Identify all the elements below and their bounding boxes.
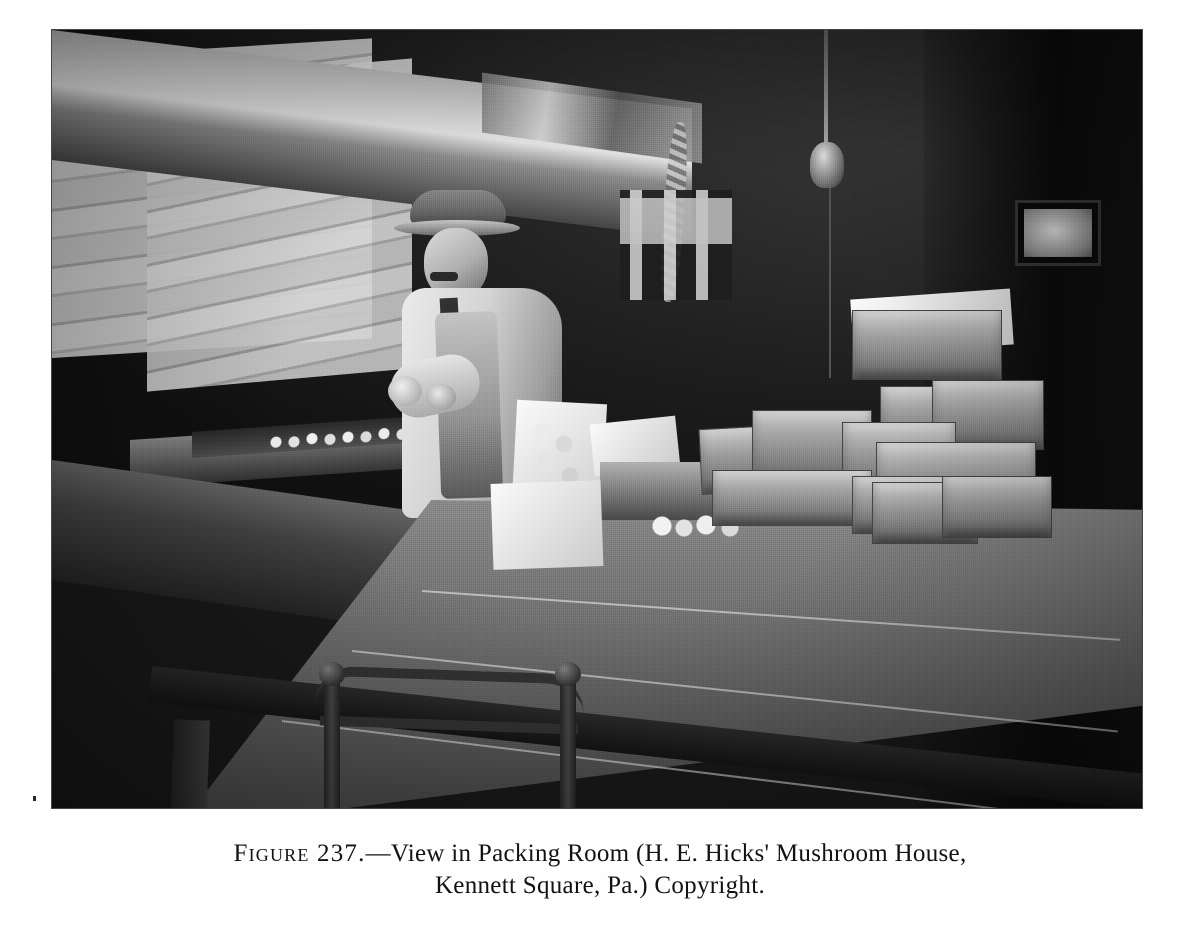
mushroom-basket: [852, 310, 1002, 380]
figure-photograph: [52, 30, 1142, 808]
chair-knob-left: [319, 662, 345, 686]
wooden-box: [600, 462, 716, 520]
figure-caption: [50, 838, 1150, 902]
left-hand: [388, 376, 422, 406]
figure-label: Figure 237.: [233, 840, 366, 867]
chair-post-right: [560, 682, 576, 808]
mushroom-basket: [942, 476, 1052, 538]
chair-post-left: [324, 682, 340, 808]
moustache: [430, 272, 458, 281]
figure-dash: —: [365, 840, 391, 867]
mushroom-basket: [712, 470, 872, 526]
lamp-cord-lower: [829, 188, 831, 378]
framed-picture-image: [1024, 209, 1092, 257]
wrapping-paper: [491, 480, 604, 570]
figure-caption-line-1: View in Packing Room (H. E. Hicks' Mushroom House,: [390, 840, 967, 867]
figure-caption-line-2: Kennett Square, Pa.) Copyright.: [434, 872, 766, 899]
lamp-cord-upper: [824, 30, 828, 148]
chair-knob-right: [555, 662, 581, 686]
framed-picture: [1015, 200, 1101, 266]
hanging-lamp: [810, 142, 844, 188]
wall-fixture: [620, 190, 732, 300]
right-hand: [426, 384, 456, 410]
page-speck: [33, 796, 36, 801]
table-leg: [170, 719, 210, 808]
